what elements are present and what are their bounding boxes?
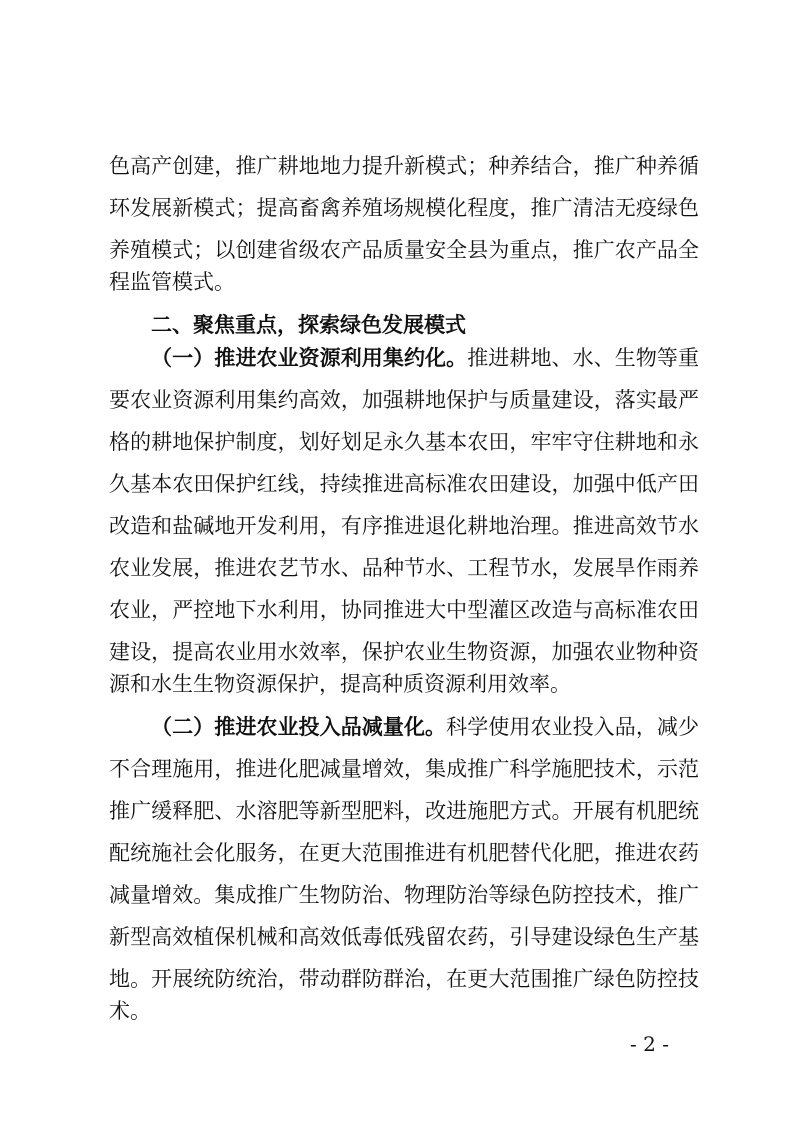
subsection-title: （二）推进农业投入品减量化。 [151,714,447,739]
paragraph-line: 久基本农田保护红线，持续推进高标准农田建设，加强中低产田 [109,472,699,496]
paragraph-line: 格的耕地保护制度，划好划足永久基本农田，牢牢守住耕地和永 [109,430,699,454]
paragraph-line: 不合理施用，推进化肥减量增效，集成推广科学施肥技术，示范 [109,757,699,781]
paragraph-line: 新型高效植保机械和高效低毒低残留农药，引导建设绿色生产基 [109,925,699,949]
page-number: - 2 - [630,1032,669,1056]
paragraph-line: 配统施社会化服务，在更大范围推进有机肥替代化肥，推进农药 [109,841,699,865]
paragraph-line: 程监管模式。 [109,270,235,294]
paragraph-line: 农业，严控地下水利用，协同推进大中型灌区改造与高标准农田 [109,598,699,622]
subsection-text: 科学使用农业投入品，减少 [446,715,700,739]
paragraph-line: 术。 [109,999,151,1023]
paragraph-line: 要农业资源利用集约高效，加强耕地保护与质量建设，落实最严 [109,388,699,412]
paragraph-line: 改造和盐碱地开发利用，有序推进退化耕地治理。推进高效节水 [109,514,699,538]
paragraph-line: 建设，提高农业用水效率，保护农业生物资源，加强农业物种资 [109,640,699,664]
paragraph-line: 减量增效。集成推广生物防治、物理防治等绿色防控技术，推广 [109,883,699,907]
paragraph-line: 色高产创建，推广耕地地力提升新模式；种养结合，推广种养循 [109,154,699,178]
paragraph-line: 农业发展，推进农艺节水、品种节水、工程节水，发展旱作雨养 [109,556,699,580]
paragraph-line: 地。开展统防统治，带动群防群治，在更大范围推广绿色防控技 [109,967,699,991]
subsection-first-line [151,344,699,372]
subsection-first-line [151,713,699,741]
section-heading: 二、聚焦重点，探索绿色发展模式 [151,313,466,337]
paragraph-line: 养殖模式；以创建省级农产品质量安全县为重点，推广农产品全 [109,238,699,262]
paragraph-line: 源和水生生物资源保护，提高种质资源利用效率。 [109,672,571,696]
subsection-text: 推进耕地、水、生物等重 [467,346,700,370]
subsection-title: （一）推进农业资源利用集约化。 [151,345,468,370]
paragraph-line: 环发展新模式；提高畜禽养殖场规模化程度，推广清洁无疫绿色 [109,196,699,220]
paragraph-line: 推广缓释肥、水溶肥等新型肥料，改进施肥方式。开展有机肥统 [109,799,699,823]
